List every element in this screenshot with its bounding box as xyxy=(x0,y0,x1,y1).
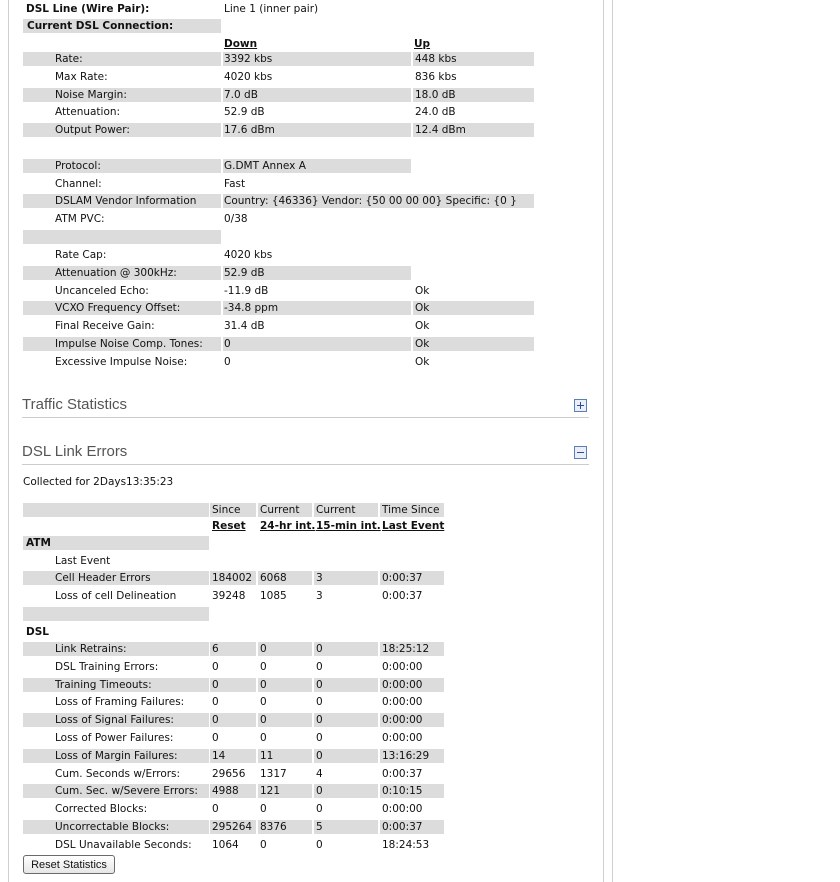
stat-label: Rate: xyxy=(55,53,83,65)
error-row-value: 14 xyxy=(212,749,226,762)
error-col-header-top: Since xyxy=(212,504,241,516)
error-row-value: 39248 xyxy=(212,589,246,602)
error-row-label: Cell Header Errors xyxy=(55,572,151,584)
stat-down-value: 7.0 dB xyxy=(224,88,258,101)
error-row-label: Cum. Sec. w/Severe Errors: xyxy=(55,785,198,798)
error-row-label: DSL Training Errors: xyxy=(55,660,159,673)
error-row-value: 13:16:29 xyxy=(382,749,430,762)
info-value: G.DMT Annex A xyxy=(224,160,306,172)
error-row-label: Loss of cell Delineation xyxy=(55,589,177,602)
error-row-value: 3 xyxy=(316,589,323,602)
collected-duration: Collected for 2Days13:35:23 xyxy=(23,476,174,488)
info-value: Fast xyxy=(224,177,246,190)
diag-label: Impulse Noise Comp. Tones: xyxy=(55,337,203,350)
diag-label: Attenuation @ 300kHz: xyxy=(55,266,177,279)
error-row-value: 0 xyxy=(316,785,323,798)
stat-down-value: 17.6 dBm xyxy=(224,124,275,136)
row-shade xyxy=(314,749,378,763)
error-row-value: 0:00:37 xyxy=(382,589,423,602)
error-row-value: 0 xyxy=(316,678,323,691)
error-row-value: 4 xyxy=(316,767,323,780)
error-row-label: DSL Unavailable Seconds: xyxy=(55,838,192,851)
error-row-value: 0 xyxy=(260,803,267,816)
error-row-value: 5 xyxy=(316,821,323,833)
stat-label: Noise Margin: xyxy=(55,88,127,101)
diag-label: VCXO Frequency Offset: xyxy=(55,302,181,315)
error-row-value: 0 xyxy=(212,803,219,816)
error-row-value: 1317 xyxy=(260,767,287,780)
error-row-label: Loss of Framing Failures: xyxy=(55,696,185,709)
diag-status: Ok xyxy=(415,284,430,297)
error-row-value: 18:25:12 xyxy=(382,643,430,655)
error-row-value: 6068 xyxy=(260,572,287,584)
minus-icon[interactable] xyxy=(574,446,587,459)
diag-label: Excessive Impulse Noise: xyxy=(55,355,188,368)
error-row-value: 0 xyxy=(260,732,267,744)
error-row-value: 0 xyxy=(316,838,323,851)
col-up-header: Up xyxy=(414,38,431,50)
error-row-value: 0 xyxy=(316,803,323,816)
error-row-value: 8376 xyxy=(260,821,287,833)
traffic-section-rule xyxy=(22,417,589,418)
error-row-value: 0:00:00 xyxy=(382,803,423,816)
header-shade xyxy=(23,503,209,517)
row-shade xyxy=(23,52,221,66)
error-col-header-top: Time Since xyxy=(382,504,440,516)
diag-value: 52.9 dB xyxy=(224,266,265,279)
error-col-header-top: Current xyxy=(316,504,356,516)
error-row-value: 0 xyxy=(212,732,219,744)
error-row-label: Loss of Margin Failures: xyxy=(55,749,178,762)
error-row-value: 0 xyxy=(260,696,267,709)
error-col-header-bottom: 24-hr int. xyxy=(260,520,316,532)
error-row-label: Training Timeouts: xyxy=(55,678,152,691)
stat-up-value: 12.4 dBm xyxy=(415,124,466,136)
info-label: Channel: xyxy=(55,177,102,190)
row-shade xyxy=(23,159,221,173)
page-divider xyxy=(612,0,613,882)
col-down-header: Down xyxy=(224,38,258,50)
error-row-value: 0:00:00 xyxy=(382,660,423,673)
error-row-value: 0 xyxy=(212,678,219,691)
error-row-value: 0 xyxy=(212,714,219,727)
diag-value: 0 xyxy=(224,355,231,368)
errors-section-rule xyxy=(22,464,589,465)
error-row-value: 0:00:00 xyxy=(382,696,423,709)
stat-down-value: 4020 kbs xyxy=(224,70,273,83)
error-row-value: 0 xyxy=(316,660,323,673)
diag-status: Ok xyxy=(415,320,430,332)
traffic-statistics-title: Traffic Statistics xyxy=(22,396,128,413)
row-shade xyxy=(413,301,534,315)
dsl-line-value: Line 1 (inner pair) xyxy=(224,3,319,15)
error-row-value: 0 xyxy=(260,678,267,691)
error-row-value: 295264 xyxy=(212,821,253,833)
error-row-value: 0:00:37 xyxy=(382,767,423,780)
stat-up-value: 448 kbs xyxy=(415,53,457,65)
stat-down-value: 52.9 dB xyxy=(224,106,265,119)
atm-dsl-spacer xyxy=(23,607,209,621)
stat-up-value: 24.0 dB xyxy=(415,106,456,119)
error-row-value: 18:24:53 xyxy=(382,838,430,851)
error-row-value: 0 xyxy=(260,714,267,727)
error-row-value: 0 xyxy=(316,696,323,709)
reset-statistics-button[interactable]: Reset Statistics xyxy=(23,855,115,874)
error-row-value: 1085 xyxy=(260,589,287,602)
stat-label: Max Rate: xyxy=(55,70,108,83)
error-row-value: 0:10:15 xyxy=(382,785,423,798)
error-row-label: Corrected Blocks: xyxy=(55,803,148,816)
error-row-value: 0 xyxy=(260,660,267,673)
diag-value: -34.8 ppm xyxy=(224,302,279,315)
atm-section-label: ATM xyxy=(26,537,51,549)
row-shade xyxy=(223,337,411,351)
error-row-value: 11 xyxy=(260,749,274,762)
diag-value: 4020 kbs xyxy=(224,249,273,261)
error-col-header-bottom: 15-min int. xyxy=(316,520,381,532)
diag-status: Ok xyxy=(415,337,430,350)
diag-label: Final Receive Gain: xyxy=(55,320,155,332)
row-shade xyxy=(314,713,378,727)
diag-value: 31.4 dB xyxy=(224,320,265,332)
error-row-value: 0 xyxy=(212,696,219,709)
diag-status: Ok xyxy=(415,355,430,368)
info-value: 0/38 xyxy=(224,213,248,226)
stat-up-value: 18.0 dB xyxy=(415,88,456,101)
error-row-label: Uncorrectable Blocks: xyxy=(55,821,170,833)
error-row-label: Loss of Power Failures: xyxy=(55,732,174,744)
row-shade xyxy=(314,642,378,656)
stat-label: Attenuation: xyxy=(55,106,121,119)
error-col-header-top: Current xyxy=(260,504,300,516)
stat-down-value: 3392 kbs xyxy=(224,53,273,65)
error-row-value: 29656 xyxy=(212,767,246,780)
error-row-value: 0 xyxy=(316,714,323,727)
atm-last-event-label: Last Event xyxy=(55,555,111,567)
error-row-value: 0 xyxy=(316,732,323,744)
error-row-value: 4988 xyxy=(212,785,239,798)
error-row-value: 0 xyxy=(260,643,267,655)
row-shade xyxy=(314,678,378,692)
error-col-header-bottom: Last Event xyxy=(382,520,445,532)
error-row-value: 0:00:00 xyxy=(382,678,423,691)
row-shade xyxy=(314,820,378,834)
error-row-value: 0 xyxy=(316,643,323,655)
error-row-value: 0:00:00 xyxy=(382,714,423,727)
error-row-value: 121 xyxy=(260,785,281,798)
error-row-value: 0:00:37 xyxy=(382,821,423,833)
error-row-value: 0 xyxy=(212,660,219,673)
row-shade xyxy=(314,784,378,798)
error-row-value: 3 xyxy=(316,572,323,584)
stat-label: Output Power: xyxy=(55,124,130,136)
error-row-value: 0:00:00 xyxy=(382,732,423,744)
info-label: Protocol: xyxy=(55,160,101,172)
info-label: DSLAM Vendor Information xyxy=(55,195,197,208)
dsl-line-label: DSL Line (Wire Pair): xyxy=(26,3,150,15)
error-row-value: 184002 xyxy=(212,572,253,584)
row-shade xyxy=(413,337,534,351)
error-row-value: 6 xyxy=(212,643,219,655)
current-conn-label: Current DSL Connection: xyxy=(27,20,174,32)
diag-label: Rate Cap: xyxy=(55,249,107,261)
dsl-section-label: DSL xyxy=(26,626,49,638)
plus-icon[interactable] xyxy=(574,399,587,412)
info-label: ATM PVC: xyxy=(55,213,105,226)
error-row-label: Loss of Signal Failures: xyxy=(55,714,174,727)
spacer-shade xyxy=(23,230,221,244)
error-col-header-bottom: Reset xyxy=(212,520,246,532)
error-row-value: 1064 xyxy=(212,838,239,851)
diag-label: Uncanceled Echo: xyxy=(55,284,149,297)
dsl-link-errors-title: DSL Link Errors xyxy=(22,443,128,460)
error-row-label: Link Retrains: xyxy=(55,643,127,655)
info-value: Country: {46336} Vendor: {50 00 00 00} Specific: {0 } xyxy=(224,195,517,208)
stat-up-value: 836 kbs xyxy=(415,70,457,83)
error-row-value: 0:00:37 xyxy=(382,572,423,584)
error-row-value: 0 xyxy=(316,749,323,762)
diag-value: -11.9 dB xyxy=(224,284,269,297)
error-row-label: Cum. Seconds w/Errors: xyxy=(55,767,181,780)
diag-value: 0 xyxy=(224,337,231,350)
diag-status: Ok xyxy=(415,302,430,315)
row-shade xyxy=(314,571,378,585)
error-row-value: 0 xyxy=(260,838,267,851)
